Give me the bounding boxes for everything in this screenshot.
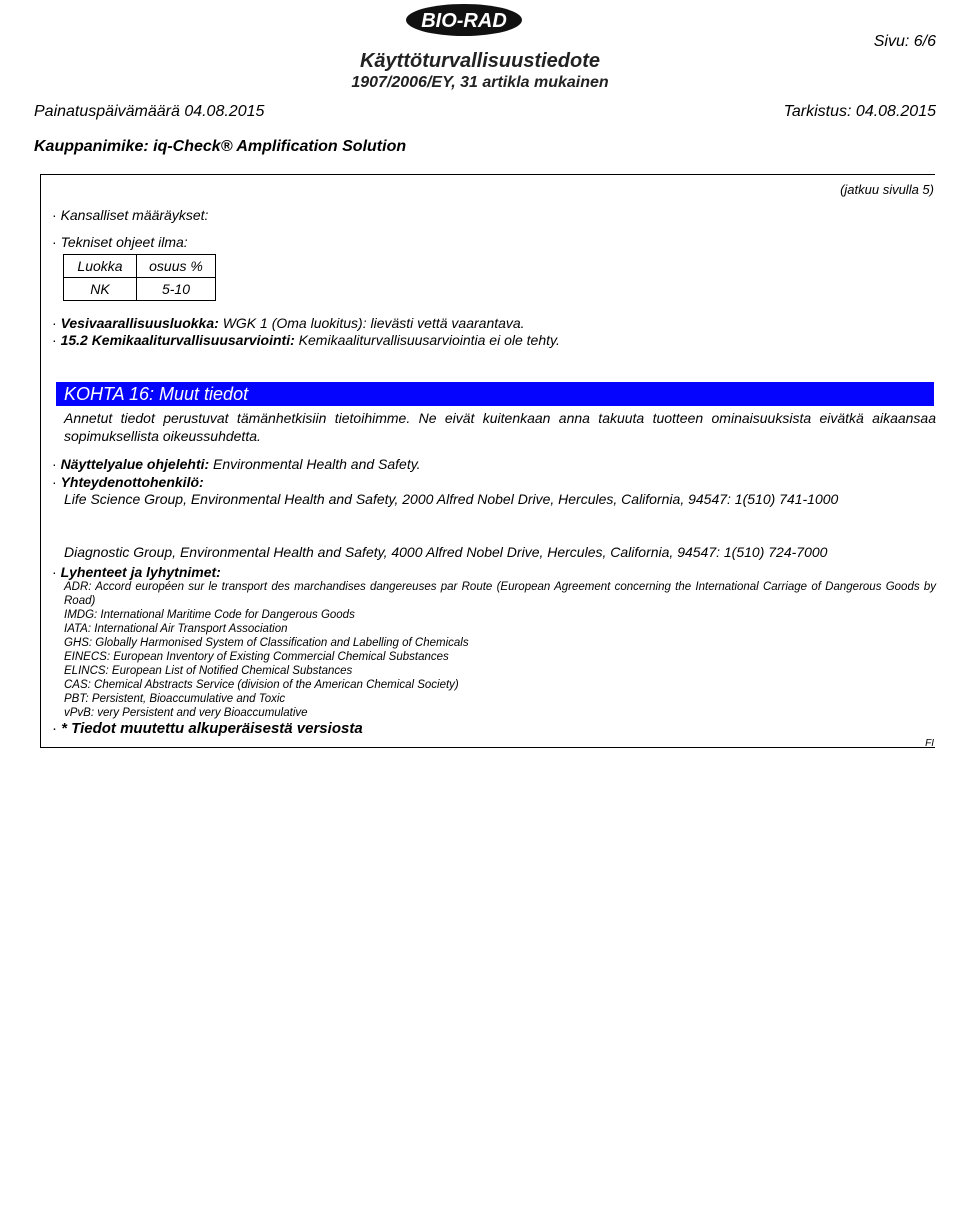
revision-date: Tarkistus: 04.08.2015 [783,103,936,120]
trade-name: Kauppanimike: iq-Check® Amplification Solution [34,138,407,155]
page-number: Sivu: 6/6 [873,33,936,50]
list-item: ELINCS: European List of Notified Chemical Substances [64,665,353,677]
bio-rad-logo [404,3,524,37]
issuing-department: · Näyttelyalue ohjelehti: Environmental Health and Safety. [52,456,421,472]
contact-diagnostic: Diagnostic Group, Environmental Health and Safety, 4000 Alfred Nobel Drive, Hercules, California, 94547: 1(510) 724-7000 [64,544,828,560]
contact-heading: · Yhteydenottohenkilö: [52,474,204,490]
national-regulations: · Kansalliset määräykset: [52,207,209,223]
continued-note: (jatkuu sivulla 5) [840,182,934,197]
chemical-safety-assessment: · 15.2 Kemikaaliturvallisuusarviointi: Kemikaaliturvallisuusarviointia ei ole tehty. [52,332,560,348]
table-cell: NK [64,278,137,301]
list-item: vPvB: very Persistent and very Bioaccumulative [64,707,308,719]
language-code: FI [925,738,934,749]
table-cell: 5-10 [137,278,216,301]
document-title: Käyttöturvallisuustiedote [359,50,601,72]
abbreviations-heading: · Lyhenteet ja lyhytnimet: [52,564,221,580]
print-date: Painatuspäivämäärä 04.08.2015 [34,103,265,120]
contact-life-science: Life Science Group, Environmental Health and Safety, 2000 Alfred Nobel Drive, Hercules, California, 94547: 1(510) 741-1000 [64,491,839,507]
list-item: EINECS: European Inventory of Existing Commercial Chemical Substances [64,651,449,663]
list-item: ADR: Accord européen sur le transport des marchandises dangereuses par Route (European Agreement concerning the International Carriage of Dangerous Goods by Road) [64,581,936,607]
list-item: IATA: International Air Transport Association [64,623,288,635]
abbreviations-list [64,580,936,720]
svg-text:BIO-RAD: BIO-RAD [421,10,507,32]
disclaimer-text: Annetut tiedot perustuvat tämänhetkisiin tietoihimme. Ne eivät kuitenkaan anna takuuta tuotteen ominaisuuksista eivätkä aikaansaa sopimuksellista oikeussuhdetta. [64,410,936,444]
list-item: IMDG: International Maritime Code for Dangerous Goods [64,609,355,621]
table-header-cell: Luokka [64,255,137,278]
section-16-banner: KOHTA 16: Muut tiedot [56,382,934,406]
list-item: GHS: Globally Harmonised System of Classification and Labelling of Chemicals [64,637,469,649]
classification-table [63,254,216,301]
water-hazard-class: · Vesivaarallisuusluokka: WGK 1 (Oma luokitus): lievästi vettä vaarantava. [52,315,525,331]
list-item: PBT: Persistent, Bioaccumulative and Toxic [64,693,286,705]
table-header-row [64,255,216,278]
table-row [64,278,216,301]
technical-instructions-air: · Tekniset ohjeet ilma: [52,234,188,250]
changed-note: · * Tiedot muutettu alkuperäisestä versiosta [52,720,363,737]
table-header-cell: osuus % [137,255,216,278]
document-subtitle: 1907/2006/EY, 31 artikla mukainen [351,74,609,91]
list-item: CAS: Chemical Abstracts Service (division of the American Chemical Society) [64,679,459,691]
